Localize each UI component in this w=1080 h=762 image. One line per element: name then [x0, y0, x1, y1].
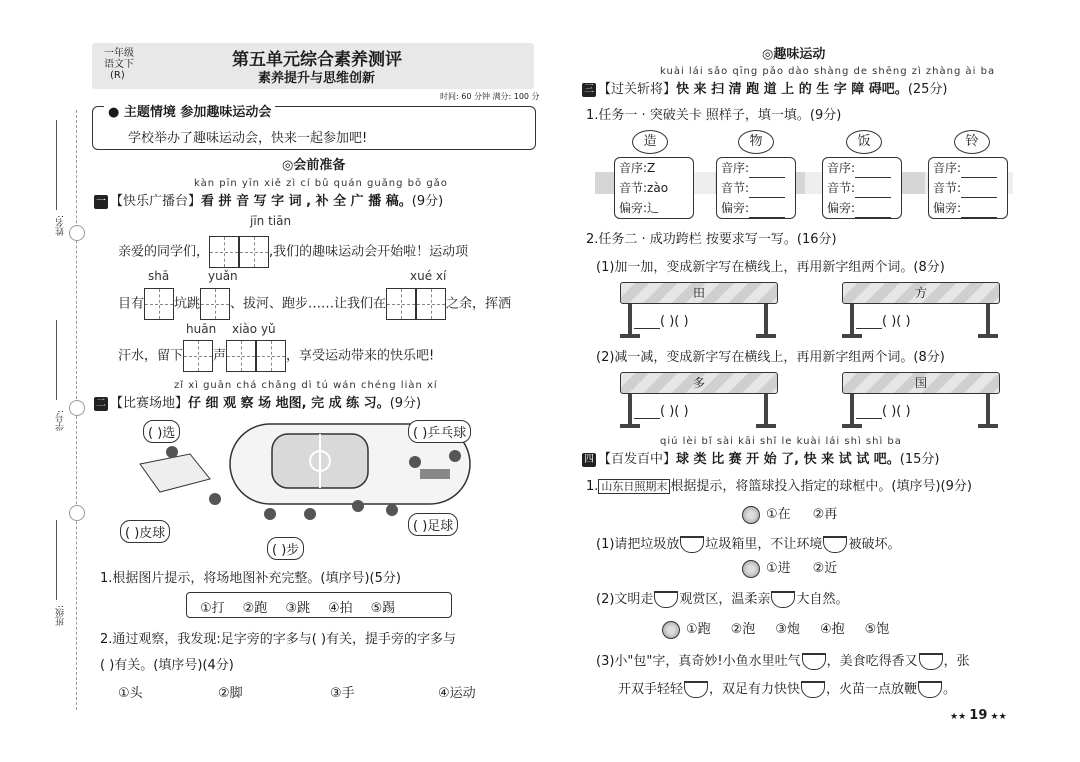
map-label-bu[interactable]: ( )步	[267, 537, 304, 560]
part1-line3	[118, 340, 434, 372]
basket-icon[interactable]	[823, 536, 847, 553]
task1-text: 1.任务一 · 突破关卡 照样子，填一填。(9分)	[586, 108, 842, 123]
source-tag: 山东日照期末	[598, 479, 670, 494]
section-title-fun: ◎趣味运动	[762, 47, 826, 62]
name-label: 姓名:	[56, 215, 66, 237]
ball-options-3	[662, 618, 889, 639]
map-label-zuqiu[interactable]: ( )足球	[408, 513, 458, 536]
grade-line: 一年级	[104, 48, 134, 59]
blank-line[interactable]	[961, 217, 997, 218]
syllable-field[interactable]	[823, 178, 901, 198]
part1-line1	[118, 236, 468, 268]
radical-label: 偏旁:	[933, 201, 962, 215]
part2-q1: 1.根据图片提示，将场地图补充完整。(填序号)(5分)	[100, 571, 401, 586]
part1-pinyin: kàn pīn yīn xiě zì cí bǔ quán guǎng bō gǎo	[194, 178, 448, 189]
hurdle-bar	[842, 372, 1000, 394]
line1-text-b: ,我们的趣味运动会开始啦！运动项	[269, 244, 469, 260]
footballer-figure	[352, 500, 364, 512]
name-write-line[interactable]	[56, 120, 58, 210]
part4-q1-text: 根据提示，将篮球投入指定的球框中。(填序号)(9分)	[670, 479, 972, 494]
char-fan: 饭	[846, 130, 882, 154]
hurdle-foot	[756, 424, 776, 428]
ball-player-figure	[209, 493, 221, 505]
basket-icon[interactable]	[771, 591, 795, 608]
time-info: 时间: 60 分钟 满分: 100 分	[440, 92, 540, 101]
part1-score: (9分)	[411, 194, 444, 209]
sentence-text: 大自然。	[796, 592, 849, 607]
syllable-label: 音节:	[827, 181, 856, 195]
hurdle-bar	[842, 282, 1000, 304]
part2-q2-line2: ( )有关。(填序号)(4分)	[100, 658, 234, 673]
ball-option: ④抱	[819, 622, 845, 637]
paren-row: ( )( )	[882, 314, 911, 329]
hurdle-post	[628, 394, 632, 426]
blank-line[interactable]	[749, 217, 785, 218]
writing-box[interactable]	[183, 340, 213, 372]
ball-option: ②泡	[730, 622, 756, 637]
pingpong-player-figure	[409, 456, 421, 468]
answer-card[interactable]	[822, 157, 902, 219]
hurdle-char: 田	[692, 286, 705, 300]
page-number-value: 19	[969, 708, 988, 723]
ball-option: ③炮	[775, 622, 800, 637]
syllable-label: 音节:	[721, 181, 750, 195]
hurdle-foot	[842, 334, 862, 338]
hurdle-foot	[978, 334, 998, 338]
sentence-3-line1	[596, 650, 970, 670]
example-syllable: 音节:zào	[619, 181, 669, 195]
writing-box[interactable]	[416, 288, 446, 320]
pinyin-jintian: jīn tiān	[250, 214, 292, 228]
sentence-text: (2)文明走	[596, 592, 654, 607]
footballer-figure	[386, 504, 398, 516]
binding-hole	[69, 505, 85, 521]
writing-box[interactable]	[386, 288, 416, 320]
part4-score: (15分)	[899, 452, 940, 467]
part-number-icon: 一	[96, 195, 106, 207]
ball-option: ①进	[766, 561, 791, 576]
hurdle-bar	[620, 282, 778, 304]
paren-row: ( )( )	[660, 314, 689, 329]
writing-box[interactable]	[144, 288, 174, 320]
syllable-field[interactable]	[717, 178, 795, 198]
part1-heading	[94, 190, 443, 209]
pingpong-player-figure	[449, 450, 461, 462]
hurdle-foot	[842, 424, 862, 428]
pinyin-yuan: yuǎn	[208, 269, 238, 283]
option-item: ④拍	[327, 601, 353, 616]
line3-text-c: ，享受运动带来的快乐吧!	[286, 348, 435, 364]
ball-options-1	[742, 503, 837, 524]
hurdle-foot	[756, 334, 776, 338]
hurdle-char: 国	[914, 376, 927, 390]
part3-score: (25分)	[907, 82, 948, 97]
sentence-text: 开双手轻轻	[618, 682, 684, 697]
hurdle-post	[628, 304, 632, 336]
order-field[interactable]	[929, 158, 1007, 178]
sentence-text: ，张	[943, 654, 970, 669]
part-number-icon: 三	[584, 83, 594, 95]
runner-figure	[264, 508, 276, 520]
sentence-text: ，双足有力快快	[709, 682, 801, 697]
line3-text-b: 声	[213, 348, 227, 364]
answer-card[interactable]	[928, 157, 1008, 219]
order-field[interactable]	[823, 158, 901, 178]
jumper-figure	[166, 446, 178, 458]
sentence-text: 垃圾箱里，不让环境	[705, 537, 823, 552]
order-field[interactable]	[717, 158, 795, 178]
line3-text-a: 汗水，留下	[118, 348, 184, 364]
example-card	[614, 157, 694, 219]
q2-option: ②脚	[218, 686, 243, 701]
option-list	[200, 597, 395, 616]
part4-title: 球 类 比 赛 开 始 了, 快 来 试 试 吧。	[676, 452, 900, 467]
runner-figure	[304, 508, 316, 520]
task2-text: 2.任务二 · 成功跨栏 按要求写一写。(16分)	[586, 232, 837, 247]
writing-box[interactable]	[239, 236, 269, 268]
q2-option-list	[118, 682, 518, 701]
sentence-text: (1)请把垃圾放	[596, 537, 680, 552]
bullet-icon: ●	[108, 105, 124, 120]
hurdle-post	[850, 304, 854, 336]
part-number-icon: 二	[96, 397, 106, 409]
line2-text-a: 目有	[118, 296, 145, 312]
example-radical: 偏旁:辶	[619, 201, 660, 215]
class-label: 班级:	[56, 605, 66, 627]
order-label: 音序:	[721, 161, 750, 175]
hurdle-foot	[978, 424, 998, 428]
part-number-icon: 四	[584, 453, 594, 465]
map-label-pingpong[interactable]: ( )乒乓球	[408, 420, 471, 443]
part3-title: 快 来 扫 清 跑 道 上 的 生 字 障 碍吧。	[676, 82, 908, 97]
basketball-icon	[742, 506, 760, 524]
long-jump-mat	[140, 454, 210, 492]
hurdle-char: 方	[914, 286, 927, 300]
star-icon: ★★	[950, 712, 970, 722]
basketball-icon	[742, 560, 760, 578]
hurdle-answer[interactable]	[634, 404, 689, 419]
ball-option: ⑤饱	[864, 622, 890, 637]
hurdle-post	[850, 394, 854, 426]
answer-card[interactable]	[716, 157, 796, 219]
syllable-field[interactable]	[929, 178, 1007, 198]
hurdle-answer[interactable]	[634, 314, 689, 329]
ball-option: ①在	[766, 507, 791, 522]
id-write-line[interactable]	[56, 320, 58, 400]
basket-icon[interactable]	[684, 681, 708, 698]
syllable-label: 音节:	[933, 181, 962, 195]
radical-field[interactable]	[929, 198, 1007, 218]
writing-box[interactable]	[256, 340, 286, 372]
blank-line[interactable]	[856, 328, 882, 329]
hurdle-answer[interactable]	[856, 404, 911, 419]
sentence-text: ，火苗一点放鞭	[826, 682, 918, 697]
sentence-text: 。	[943, 682, 957, 697]
blank-line[interactable]	[855, 217, 891, 218]
section-title-prep: ◎会前准备	[282, 158, 346, 173]
pinyin-xuexi: xué xí	[410, 269, 447, 283]
hurdle-foot	[620, 334, 640, 338]
part3-tag: 【过关斩将】	[598, 82, 677, 97]
basket-icon[interactable]	[802, 653, 826, 670]
pinyin-xiaoyu: xiào yǔ	[232, 322, 276, 336]
basket-icon[interactable]	[801, 681, 825, 698]
option-item: ⑤踢	[370, 601, 396, 616]
example-order: 音序:Z	[619, 161, 656, 175]
basket-icon[interactable]	[919, 653, 943, 670]
order-label: 音序:	[827, 161, 856, 175]
hurdle-foot	[620, 424, 640, 428]
part1-tag: 【快乐广播台】	[110, 194, 202, 209]
hurdle-bar	[620, 372, 778, 394]
theme-title	[104, 101, 275, 120]
sentence-text: ，美食吃得香又	[826, 654, 918, 669]
order-label: 音序:	[933, 161, 962, 175]
blank-line[interactable]	[856, 418, 882, 419]
hurdle-post	[764, 304, 768, 336]
option-item: ③跳	[285, 601, 310, 616]
binding-hole	[69, 400, 85, 416]
part2-score: (9分)	[389, 396, 422, 411]
student-id-label: 学号:	[56, 410, 66, 432]
part2-q2-line1: 2.通过观察，我发现:足字旁的字多与( )有关，提手旁的字多与	[100, 632, 457, 647]
line2-text-c: 、拔河、跑步……让我们在	[230, 296, 387, 312]
sentence-text: 被破坏。	[848, 537, 901, 552]
class-write-line[interactable]	[56, 520, 58, 600]
radical-field[interactable]	[717, 198, 795, 218]
sub1-text: (1)加一加，变成新字写在横线上，再用新字组两个词。(8分)	[596, 260, 945, 275]
theme-title-text: 主题情境 参加趣味运动会	[123, 105, 272, 120]
hurdle-post	[986, 394, 990, 426]
basket-icon[interactable]	[918, 681, 942, 698]
writing-box[interactable]	[226, 340, 256, 372]
subject-line: 语文下	[104, 59, 134, 70]
sentence-text: 观赏区，温柔亲	[679, 592, 771, 607]
sentence-2	[596, 588, 848, 608]
part2-heading	[94, 392, 421, 411]
radical-field[interactable]	[823, 198, 901, 218]
option-item: ②跑	[242, 601, 268, 616]
basketball-icon	[662, 621, 680, 639]
part4-tag: 【百发百中】	[598, 452, 677, 467]
page-title: 第五单元综合素养测评	[232, 50, 402, 70]
char-wu: 物	[738, 130, 774, 154]
writing-box[interactable]	[200, 288, 230, 320]
part3-heading	[582, 78, 948, 97]
map-label-xuan[interactable]: ( )选	[143, 420, 180, 443]
part2-title: 仔 细 观 察 场 地图, 完 成 练 习。	[188, 396, 390, 411]
pinyin-sha: shā	[148, 269, 170, 283]
page-subtitle: 素养提升与思维创新	[258, 71, 376, 86]
ball-option: ①跑	[686, 622, 711, 637]
edition-line: (R)	[110, 70, 125, 81]
hurdle-answer[interactable]	[856, 314, 911, 329]
hurdle-char: 多	[692, 376, 705, 390]
q2-option: ④运动	[438, 686, 476, 701]
option-item: ①打	[200, 601, 225, 616]
blank-line[interactable]	[634, 328, 660, 329]
char-zao: 造	[632, 130, 668, 154]
ball-option: ②再	[812, 507, 838, 522]
part4-pinyin: qiú lèi bǐ sài kāi shǐ le kuài lái shì shì ba	[660, 436, 902, 447]
radical-label: 偏旁:	[721, 201, 750, 215]
part1-line2	[118, 288, 511, 320]
page-number	[950, 708, 1007, 723]
sentence-3-line2	[618, 678, 956, 698]
char-ling: 铃	[954, 130, 990, 154]
map-label-piqiu[interactable]: ( )皮球	[120, 520, 170, 543]
q2-option: ①头	[118, 686, 143, 701]
ball-option: ②近	[812, 561, 838, 576]
sentence-text: (3)小"包"字，真奇妙!小鱼水里吐气	[596, 654, 801, 669]
line2-text-b: 坑跳	[174, 296, 201, 312]
part4-heading	[582, 448, 939, 467]
hurdle-post	[764, 394, 768, 426]
sentence-1	[596, 533, 900, 553]
pinyin-huan: huān	[186, 322, 217, 336]
hurdle-post	[986, 304, 990, 336]
basket-icon[interactable]	[654, 591, 678, 608]
binding-hole	[69, 225, 85, 241]
ball-options-2	[742, 557, 837, 578]
paren-row: ( )( )	[660, 404, 689, 419]
radical-label: 偏旁:	[827, 201, 856, 215]
sub2-text: (2)减一减，变成新字写在横线上，再用新字组两个词。(8分)	[596, 350, 945, 365]
theme-text: 学校举办了趣味运动会，快来一起参加吧!	[128, 131, 368, 146]
writing-box[interactable]	[209, 236, 239, 268]
part2-pinyin: zǐ xì guān chá chǎng dì tú wán chéng liàn xí	[174, 380, 438, 391]
blank-line[interactable]	[634, 418, 660, 419]
q2-option: ③手	[330, 686, 355, 701]
line1-text-a: 亲爱的同学们，	[118, 244, 210, 260]
line2-text-d: 之余，挥洒	[446, 296, 512, 312]
basket-icon[interactable]	[680, 536, 704, 553]
star-icon: ★★	[987, 712, 1007, 722]
paren-row: ( )( )	[882, 404, 911, 419]
part1-title: 看 拼 音 写 字 词 , 补 全 广 播 稿。	[201, 194, 412, 209]
pingpong-table	[420, 469, 450, 479]
grade-badge	[104, 48, 134, 81]
part3-pinyin: kuài lái sǎo qīng pǎo dào shàng de shēng zì zhàng ài ba	[660, 66, 996, 77]
part2-tag: 【比赛场地】	[110, 396, 189, 411]
part4-q1: 1. 山东日照期末 根据提示，将篮球投入指定的球框中。(填序号)(9分)	[586, 479, 972, 494]
